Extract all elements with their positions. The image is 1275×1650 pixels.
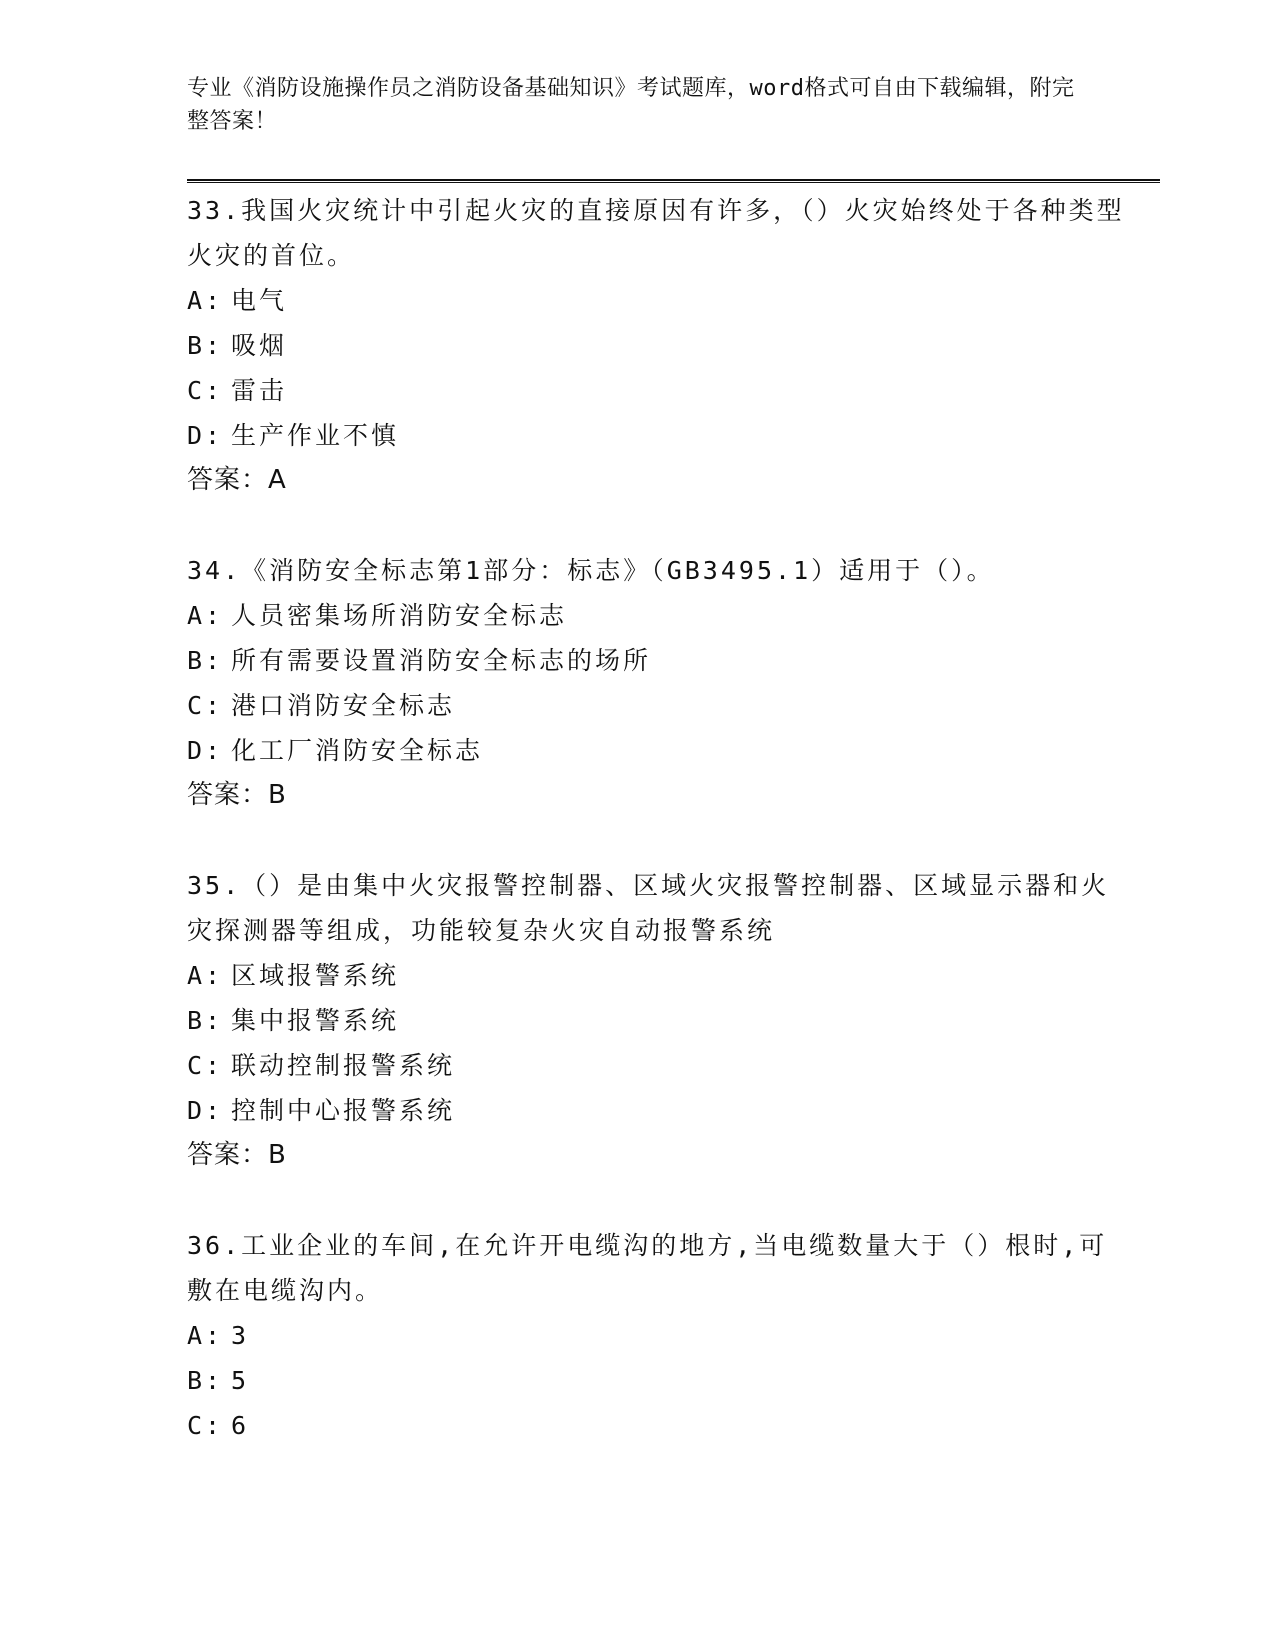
option-d (187, 413, 1127, 458)
document-header: 专业《消防设施操作员之消防设备基础知识》考试题库，word格式可自由下载编辑，附完整答案！ (187, 76, 1075, 134)
option-text: 3 (231, 1321, 250, 1350)
option-letter: B: (187, 1006, 224, 1035)
option-a (187, 1313, 1127, 1358)
option-text: 区域报警系统 (231, 961, 400, 990)
option-d (187, 728, 1127, 773)
question-text: 35.（）是由集中火灾报警控制器、区域火灾报警控制器、区域显示器和火灾探测器等组成，功能较复杂火灾自动报警系统 (187, 871, 1110, 945)
question-spacer (187, 818, 1127, 863)
option-a (187, 953, 1127, 998)
option-text: 人员密集场所消防安全标志 (231, 601, 568, 630)
question-33 (187, 188, 1127, 503)
answer-line: 答案：A (187, 465, 287, 495)
option-text: 生产作业不慎 (231, 421, 400, 450)
question-text: 34.《消防安全标志第1部分：标志》（GB3495.1）适用于（）。 (187, 556, 995, 585)
option-c (187, 683, 1127, 728)
option-letter: A: (187, 286, 224, 315)
option-letter: C: (187, 691, 224, 720)
option-a (187, 593, 1127, 638)
option-b (187, 998, 1127, 1043)
option-text: 港口消防安全标志 (231, 691, 456, 720)
option-text: 雷击 (231, 376, 288, 405)
header-divider (187, 179, 1160, 183)
option-c (187, 1403, 1127, 1448)
option-c (187, 368, 1127, 413)
question-36 (187, 1223, 1127, 1448)
option-letter: B: (187, 1366, 224, 1395)
question-text: 33.我国火灾统计中引起火灾的直接原因有许多，（）火灾始终处于各种类型火灾的首位。 (187, 196, 1125, 270)
option-c (187, 1043, 1127, 1088)
option-text: 吸烟 (231, 331, 288, 360)
option-text: 控制中心报警系统 (231, 1096, 456, 1125)
option-a (187, 278, 1127, 323)
question-spacer (187, 1178, 1127, 1223)
option-text: 5 (231, 1366, 250, 1395)
question-35 (187, 863, 1127, 1178)
option-letter: D: (187, 1096, 224, 1125)
option-letter: A: (187, 961, 224, 990)
option-letter: D: (187, 736, 224, 765)
option-letter: C: (187, 1051, 224, 1080)
option-letter: B: (187, 331, 224, 360)
option-letter: A: (187, 601, 224, 630)
option-b (187, 1358, 1127, 1403)
option-text: 电气 (231, 286, 288, 315)
option-letter: A: (187, 1321, 224, 1350)
option-text: 联动控制报警系统 (231, 1051, 456, 1080)
option-letter: C: (187, 376, 224, 405)
option-letter: D: (187, 421, 224, 450)
option-text: 化工厂消防安全标志 (231, 736, 484, 765)
question-34 (187, 548, 1127, 818)
option-text: 6 (231, 1411, 250, 1440)
option-letter: B: (187, 646, 224, 675)
option-d (187, 1088, 1127, 1133)
option-text: 所有需要设置消防安全标志的场所 (231, 646, 652, 675)
option-b (187, 638, 1127, 683)
option-b (187, 323, 1127, 368)
question-text: 36.工业企业的车间,在允许开电缆沟的地方,当电缆数量大于（）根时,可敷在电缆沟内。 (187, 1231, 1108, 1305)
question-spacer (187, 503, 1127, 548)
option-text: 集中报警系统 (231, 1006, 400, 1035)
question-list (187, 188, 1127, 1448)
answer-line: 答案：B (187, 1140, 287, 1170)
option-letter: C: (187, 1411, 224, 1440)
answer-line: 答案：B (187, 780, 287, 810)
